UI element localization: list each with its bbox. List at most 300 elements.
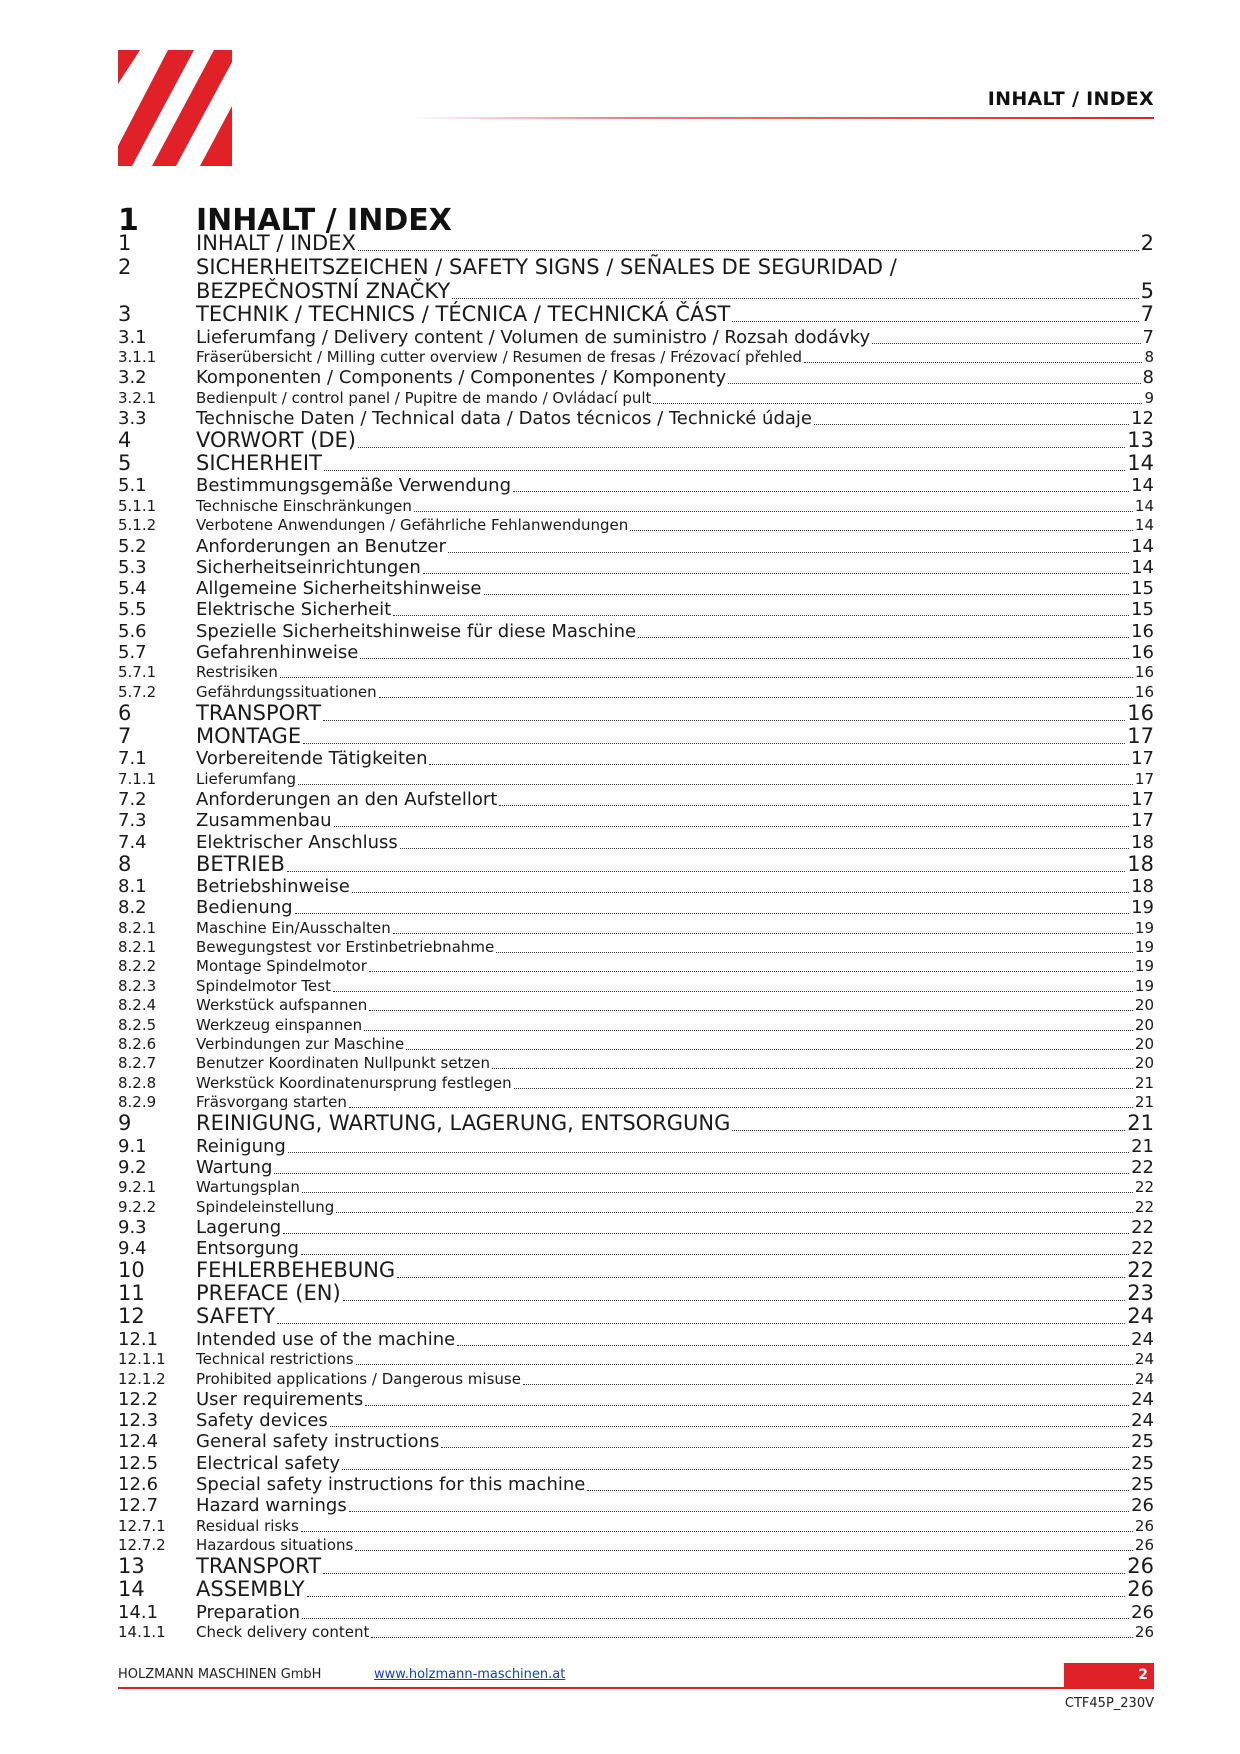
toc-entry-page: 8	[1142, 367, 1154, 389]
toc-entry-title: TRANSPORT	[196, 1554, 322, 1579]
toc-entry[interactable]	[118, 876, 1154, 897]
toc-entry[interactable]	[118, 1452, 1154, 1473]
toc-entry-number: 7.3	[118, 810, 147, 832]
toc-leader-dots	[728, 383, 1140, 384]
toc-entry-title: INHALT / INDEX	[196, 231, 356, 256]
toc-entry[interactable]	[118, 1536, 1154, 1555]
toc-entry[interactable]	[118, 1369, 1154, 1388]
toc-entry[interactable]	[118, 996, 1154, 1015]
toc-entry[interactable]	[118, 557, 1154, 578]
toc-entry-page: 16	[1131, 620, 1154, 642]
toc-leader-dots	[587, 1490, 1129, 1491]
toc-entry-page: 20	[1134, 996, 1154, 1015]
toc-entry-title: Spindeleinstellung	[196, 1197, 335, 1216]
toc-entry-number: 5.6	[118, 620, 147, 642]
toc-entry-title: Intended use of the machine	[196, 1328, 456, 1350]
toc-entry-page: 24	[1131, 1328, 1154, 1350]
toc-entry-title: Verbindungen zur Maschine	[196, 1034, 405, 1053]
toc-entry-title: Werkstück Koordinatenursprung festlegen	[196, 1073, 512, 1092]
toc-entry[interactable]	[118, 1350, 1154, 1369]
toc-entry-number: 8.2.1	[118, 918, 157, 937]
toc-leader-dots	[732, 321, 1138, 322]
toc-entry[interactable]	[118, 578, 1154, 599]
toc-entry[interactable]	[118, 1389, 1154, 1410]
toc-entry[interactable]	[118, 725, 1154, 748]
toc-entry-page: 21	[1134, 1093, 1154, 1112]
toc-entry-continuation[interactable]	[118, 280, 1154, 303]
toc-leader-dots	[358, 250, 1139, 251]
toc-entry-title: Elektrischer Anschluss	[196, 831, 398, 853]
toc-entry[interactable]	[118, 853, 1154, 876]
toc-leader-dots	[814, 424, 1129, 425]
toc-entry-number: 8.2.2	[118, 957, 157, 976]
toc-entry[interactable]	[118, 1623, 1154, 1642]
toc-entry-title: Maschine Ein/Ausschalten	[196, 918, 391, 937]
toc-entry-number: 9	[118, 1111, 132, 1136]
toc-entry-page: 22	[1131, 1216, 1154, 1238]
toc-entry-number: 12.1	[118, 1328, 159, 1350]
toc-entry-page: 23	[1127, 1281, 1154, 1306]
toc-entry-page: 14	[1134, 516, 1154, 535]
toc-leader-dots	[303, 743, 1125, 744]
toc-entry-title: Safety devices	[196, 1410, 328, 1432]
toc-entry-title: ASSEMBLY	[196, 1577, 305, 1602]
toc-entry-number: 12	[118, 1304, 145, 1329]
toc-entry[interactable]	[118, 1135, 1154, 1156]
toc-entry-number: 3.2.1	[118, 388, 157, 407]
toc-leader-dots	[414, 511, 1133, 512]
toc-leader-dots	[334, 826, 1130, 827]
toc-leader-dots	[283, 1233, 1129, 1234]
toc-leader-dots	[360, 658, 1129, 659]
toc-entry-number: 8.2.8	[118, 1073, 157, 1092]
header-title: INHALT / INDEX	[987, 88, 1154, 110]
toc-leader-dots	[872, 343, 1140, 344]
toc-entry-number: 14	[118, 1577, 145, 1602]
toc-entry-page: 17	[1131, 788, 1154, 810]
header-rule	[410, 117, 1154, 119]
toc-entry-page: 14	[1131, 475, 1154, 497]
toc-entry-number: 14.1	[118, 1601, 159, 1623]
toc-entry-number: 7.1.1	[118, 769, 157, 788]
toc-entry-number: 8.2.3	[118, 976, 157, 995]
toc-entry-number: 12.4	[118, 1431, 159, 1453]
toc-entry-number: 5.3	[118, 556, 147, 578]
toc-entry[interactable]	[118, 1431, 1154, 1452]
toc-entry[interactable]	[118, 388, 1154, 407]
toc-entry[interactable]	[118, 1410, 1154, 1431]
toc-entry[interactable]	[118, 682, 1154, 701]
holzmann-logo	[118, 50, 232, 166]
toc-leader-dots	[499, 805, 1129, 806]
toc-entry-title: REINIGUNG, WARTUNG, LAGERUNG, ENTSORGUNG	[196, 1111, 731, 1136]
toc-entry[interactable]	[118, 516, 1154, 535]
toc-entry[interactable]	[118, 326, 1154, 347]
toc-leader-dots	[358, 447, 1125, 448]
toc-entry[interactable]	[118, 620, 1154, 641]
toc-entry-title: Hazardous situations	[196, 1536, 354, 1555]
toc-entry-title: Benutzer Koordinaten Nullpunkt setzen	[196, 1054, 491, 1073]
toc-entry-title: Vorbereitende Tätigkeiten	[196, 748, 428, 770]
toc-leader-dots	[429, 764, 1129, 765]
toc-entry-title: Gefahrenhinweise	[196, 642, 359, 663]
toc-leader-dots	[496, 952, 1133, 953]
toc-leader-dots	[301, 1531, 1133, 1532]
toc-entry[interactable]	[118, 1054, 1154, 1073]
toc-entry-title: Werkstück aufspannen	[196, 996, 368, 1015]
toc-leader-dots	[302, 1618, 1129, 1619]
toc-leader-dots	[452, 298, 1138, 299]
toc-entry-page: 26	[1134, 1516, 1154, 1535]
toc-entry-title: Technische Einschränkungen	[196, 496, 412, 515]
toc-entry-number: 9.1	[118, 1135, 147, 1157]
toc-entry-number: 12.7	[118, 1495, 159, 1517]
toc-entry-title: TRANSPORT	[196, 700, 322, 725]
toc-entry-page: 24	[1131, 1410, 1154, 1432]
toc-leader-dots	[324, 470, 1125, 471]
toc-entry-number: 5.1.1	[118, 496, 157, 515]
toc-leader-dots	[287, 871, 1125, 872]
toc-entry-page: 19	[1134, 976, 1154, 995]
toc-entry-number: 6	[118, 700, 132, 725]
toc-leader-dots	[369, 1010, 1133, 1011]
toc-entry[interactable]	[118, 748, 1154, 769]
toc-entry-number: 4	[118, 428, 132, 453]
toc-leader-dots	[355, 1550, 1133, 1551]
toc-entry[interactable]	[118, 1516, 1154, 1535]
toc-entry-number: 5	[118, 451, 132, 476]
toc-entry-number: 5.1.2	[118, 516, 157, 535]
toc-leader-dots	[406, 1049, 1133, 1050]
toc-entry-title: FEHLERBEHEBUNG	[196, 1258, 396, 1283]
toc-entry-title: Bedienung	[196, 897, 293, 919]
toc-entry-number: 7.1	[118, 748, 147, 770]
toc-entry[interactable]	[118, 1112, 1154, 1135]
footer-company: HOLZMANN MASCHINEN GmbH	[118, 1667, 322, 1682]
toc-entry-page: 22	[1134, 1178, 1154, 1197]
toc-entry-page: 22	[1134, 1197, 1154, 1216]
toc-entry-number: 7.4	[118, 831, 147, 853]
page-title-text: INHALT / INDEX	[196, 203, 452, 238]
toc-leader-dots	[349, 1107, 1133, 1108]
toc-entry-number: 3.1	[118, 326, 147, 348]
toc-entry-title: TECHNIK / TECHNICS / TÉCNICA / TECHNICKÁ ČÁST	[196, 302, 731, 327]
toc-entry-title: Sicherheitseinrichtungen	[196, 556, 421, 578]
toc-entry-number: 9.4	[118, 1238, 147, 1260]
toc-entry[interactable]	[118, 642, 1154, 663]
footer-rule	[118, 1687, 1154, 1689]
toc-entry-page: 19	[1131, 897, 1154, 919]
toc-entry-page: 12	[1131, 407, 1154, 429]
toc-entry[interactable]	[118, 810, 1154, 831]
toc-entry[interactable]	[118, 1495, 1154, 1516]
toc-entry-title: Allgemeine Sicherheitshinweise	[196, 578, 482, 600]
toc-entry[interactable]	[118, 769, 1154, 788]
toc-entry-page: 21	[1131, 1135, 1154, 1157]
toc-entry-title: Anforderungen an den Aufstellort	[196, 788, 498, 810]
toc-entry-number: 8.2.7	[118, 1054, 157, 1073]
toc-entry[interactable]	[118, 1015, 1154, 1034]
toc-entry-number: 8.2.4	[118, 996, 157, 1015]
footer-website-link[interactable]: www.holzmann-maschinen.at	[374, 1667, 566, 1682]
toc-entry[interactable]	[118, 1555, 1154, 1578]
toc-entry-page: 26	[1134, 1623, 1154, 1641]
toc-entry-number: 12.5	[118, 1452, 159, 1474]
toc-entry[interactable]	[118, 452, 1154, 475]
toc-leader-dots	[484, 594, 1130, 595]
toc-entry-page: 24	[1127, 1304, 1154, 1329]
toc-entry-number: 8.2.6	[118, 1034, 157, 1053]
toc-entry[interactable]	[118, 976, 1154, 995]
toc-entry-page: 26	[1131, 1495, 1154, 1517]
toc-entry-title: Fräserübersicht / Milling cutter overview / Resumen de fresas / Frézovací přehled	[196, 347, 803, 366]
toc-entry-number: 12.1.2	[118, 1369, 166, 1388]
toc-entry-title: Preparation	[196, 1601, 300, 1623]
toc-entry[interactable]	[118, 663, 1154, 682]
toc-entry-number: 12.2	[118, 1388, 159, 1410]
toc-entry-page: 24	[1131, 1388, 1154, 1410]
toc-entry-page: 15	[1131, 599, 1154, 621]
toc-entry-page: 17	[1134, 769, 1154, 788]
toc-entry[interactable]	[118, 1259, 1154, 1282]
toc-entry-title: Entsorgung	[196, 1238, 299, 1260]
toc-entry-title-continued: BEZPEČNOSTNÍ ZNAČKY	[196, 279, 451, 304]
toc-entry-number: 9.2.1	[118, 1178, 157, 1197]
toc-entry[interactable]	[118, 1035, 1154, 1054]
toc-entry-number: 5.7.2	[118, 682, 157, 701]
toc-leader-dots	[732, 1130, 1125, 1131]
toc-entry-page: 20	[1134, 1054, 1154, 1073]
toc-entry-number: 8.2.5	[118, 1015, 157, 1034]
toc-entry-number: 8.1	[118, 875, 147, 897]
toc-leader-dots	[514, 1088, 1133, 1089]
toc-entry-title: Komponenten / Components / Componentes / Komponenty	[196, 367, 727, 389]
toc-leader-dots	[653, 403, 1142, 404]
toc-entry-title: General safety instructions	[196, 1431, 440, 1453]
toc-entry-page: 13	[1127, 428, 1154, 453]
toc-entry-page: 20	[1134, 1015, 1154, 1034]
toc-entry-number: 12.3	[118, 1410, 159, 1432]
toc-leader-dots	[302, 1192, 1133, 1193]
toc-entry-title: Electrical safety	[196, 1452, 340, 1474]
toc-leader-dots	[448, 552, 1129, 553]
toc-leader-dots	[280, 677, 1133, 678]
toc-entry[interactable]	[118, 1073, 1154, 1092]
toc-entry-title: Bedienpult / control panel / Pupitre de mando / Ovládací pult	[196, 388, 652, 407]
toc-entry[interactable]	[118, 429, 1154, 452]
toc-entry[interactable]	[118, 1197, 1154, 1216]
toc-entry-number: 12.7.1	[118, 1516, 166, 1535]
toc-entry-title: Gefährdungssituationen	[196, 682, 377, 701]
toc-entry[interactable]	[118, 1601, 1154, 1622]
toc-entry-title: Lieferumfang	[196, 769, 297, 788]
toc-entry-page: 14	[1131, 556, 1154, 578]
toc-entry-page: 18	[1131, 875, 1154, 897]
toc-entry-page: 7	[1140, 302, 1154, 327]
toc-entry[interactable]	[118, 303, 1154, 326]
toc-entry-title: BETRIEB	[196, 851, 285, 876]
toc-entry-page: 15	[1131, 578, 1154, 600]
toc-entry-page: 7	[1142, 326, 1154, 348]
toc-entry[interactable]	[118, 408, 1154, 429]
toc-entry[interactable]	[118, 535, 1154, 556]
toc-entry-page: 19	[1134, 957, 1154, 976]
toc-entry-title: Technische Daten / Technical data / Datos técnicos / Technické údaje	[196, 407, 812, 429]
toc-entry-page: 17	[1131, 748, 1154, 770]
toc-leader-dots	[371, 1637, 1133, 1638]
toc-entry-title: Check delivery content	[196, 1623, 370, 1641]
toc-entry-title: Spezielle Sicherheitshinweise für diese Maschine	[196, 620, 637, 642]
toc-entry-title: Elektrische Sicherheit	[196, 599, 392, 621]
toc-entry-page: 24	[1134, 1369, 1154, 1388]
toc-entry-number: 12.6	[118, 1474, 159, 1496]
toc-leader-dots	[342, 1469, 1129, 1470]
toc-entry-page: 17	[1127, 723, 1154, 748]
toc-leader-dots	[295, 913, 1130, 914]
toc-entry[interactable]	[118, 897, 1154, 918]
toc-entry-page: 17	[1131, 810, 1154, 832]
toc-entry-page: 18	[1127, 851, 1154, 876]
toc-entry[interactable]	[118, 475, 1154, 496]
toc-entry-page: 8	[1144, 347, 1154, 366]
toc-entry[interactable]	[118, 1217, 1154, 1238]
toc-entry-number: 1	[118, 231, 132, 256]
toc-entry-page: 22	[1127, 1258, 1154, 1283]
toc-leader-dots	[379, 697, 1133, 698]
toc-entry-page: 24	[1134, 1350, 1154, 1369]
toc-leader-dots	[492, 1068, 1133, 1069]
toc-entry-page: 21	[1134, 1073, 1154, 1092]
toc-entry[interactable]	[118, 789, 1154, 810]
toc-leader-dots	[523, 1384, 1133, 1385]
toc-entry[interactable]	[118, 1178, 1154, 1197]
toc-entry-number: 5.5	[118, 599, 147, 621]
toc-entry[interactable]	[118, 957, 1154, 976]
toc-entry-title: Montage Spindelmotor	[196, 957, 367, 976]
toc-entry-page: 26	[1127, 1577, 1154, 1602]
toc-entry-page: 25	[1131, 1474, 1154, 1496]
toc-leader-dots	[364, 1030, 1133, 1031]
toc-entry-title: VORWORT (DE)	[196, 428, 356, 453]
toc-entry-number: 10	[118, 1258, 145, 1283]
toc-entry-page: 5	[1140, 279, 1154, 304]
toc-entry[interactable]	[118, 702, 1154, 725]
toc-entry-number: 5.7	[118, 642, 147, 663]
toc-entry-page: 25	[1131, 1452, 1154, 1474]
toc-leader-dots	[343, 1300, 1126, 1301]
toc-entry-number: 8.2.1	[118, 938, 157, 957]
toc-entry[interactable]	[118, 1238, 1154, 1259]
toc-leader-dots	[513, 491, 1129, 492]
toc-entry[interactable]	[118, 496, 1154, 515]
toc-entry-number: 13	[118, 1554, 145, 1579]
toc-entry-number: 8	[118, 851, 132, 876]
toc-entry-number: 9.2	[118, 1156, 147, 1178]
toc-entry-page: 16	[1131, 642, 1154, 663]
toc-entry-page: 19	[1134, 918, 1154, 937]
toc-entry[interactable]	[118, 831, 1154, 852]
toc-entry-number: 9.2.2	[118, 1197, 157, 1216]
toc-leader-dots	[393, 615, 1129, 616]
toc-leader-dots	[277, 1323, 1125, 1324]
toc-leader-dots	[298, 784, 1133, 785]
toc-entry-title: Technical restrictions	[196, 1350, 354, 1369]
toc-entry-title: User requirements	[196, 1388, 364, 1410]
toc-entry[interactable]	[118, 255, 1154, 280]
toc-leader-dots	[349, 1511, 1129, 1512]
toc-leader-dots	[352, 892, 1129, 893]
toc-entry[interactable]	[118, 938, 1154, 957]
toc-entry-title: Hazard warnings	[196, 1495, 347, 1517]
toc-leader-dots	[638, 637, 1129, 638]
toc-entry[interactable]	[118, 918, 1154, 937]
toc-entry-title: Spindelmotor Test	[196, 976, 331, 995]
toc-entry-number: 5.2	[118, 535, 147, 557]
table-of-contents	[118, 232, 1154, 1642]
toc-entry[interactable]	[118, 348, 1154, 367]
toc-leader-dots	[441, 1447, 1129, 1448]
toc-leader-dots	[400, 848, 1129, 849]
page-title-number: 1	[118, 203, 139, 238]
toc-leader-dots	[397, 1277, 1125, 1278]
toc-entry[interactable]	[118, 1474, 1154, 1495]
toc-entry-title: SICHERHEITSZEICHEN / SAFETY SIGNS / SEÑALES DE SEGURIDAD /	[196, 255, 897, 280]
toc-entry-number: 5.1	[118, 475, 147, 497]
toc-entry-title: Residual risks	[196, 1516, 299, 1535]
toc-entry-number: 9.3	[118, 1216, 147, 1238]
toc-entry[interactable]	[118, 1093, 1154, 1112]
toc-entry-page: 14	[1131, 535, 1154, 557]
toc-entry-title: PREFACE (EN)	[196, 1281, 341, 1306]
toc-entry-number: 8.2.9	[118, 1093, 157, 1112]
toc-entry-number: 14.1.1	[118, 1623, 166, 1641]
toc-entry-page: 19	[1134, 938, 1154, 957]
toc-entry-title: Restrisiken	[196, 663, 278, 682]
toc-entry-page: 21	[1127, 1111, 1154, 1136]
toc-entry-title: Werkzeug einspannen	[196, 1015, 363, 1034]
toc-entry-number: 12.7.2	[118, 1536, 166, 1555]
toc-entry-number: 3	[118, 302, 132, 327]
toc-leader-dots	[301, 1254, 1129, 1255]
toc-entry[interactable]	[118, 1305, 1154, 1328]
toc-entry-page: 16	[1127, 700, 1154, 725]
toc-entry-page: 2	[1140, 231, 1154, 256]
toc-entry[interactable]	[118, 1282, 1154, 1305]
footer-model-code: CTF45P_230V	[1064, 1696, 1154, 1711]
toc-leader-dots	[804, 362, 1142, 363]
toc-entry-page: 22	[1131, 1238, 1154, 1260]
toc-entry-page: 22	[1131, 1156, 1154, 1178]
toc-entry-title: Reinigung	[196, 1135, 286, 1157]
toc-entry[interactable]	[118, 1157, 1154, 1178]
toc-entry-title: Anforderungen an Benutzer	[196, 535, 446, 557]
toc-entry-number: 5.4	[118, 578, 147, 600]
toc-entry[interactable]	[118, 599, 1154, 620]
toc-entry-title: Bestimmungsgemäße Verwendung	[196, 475, 512, 497]
toc-entry[interactable]	[118, 232, 1154, 255]
toc-leader-dots	[323, 720, 1125, 721]
toc-entry-title: MONTAGE	[196, 723, 302, 748]
toc-leader-dots	[365, 1405, 1129, 1406]
toc-leader-dots	[330, 1426, 1129, 1427]
toc-entry-number: 7.2	[118, 788, 147, 810]
toc-leader-dots	[274, 1173, 1129, 1174]
toc-entry[interactable]	[118, 1328, 1154, 1349]
toc-entry-title: Betriebshinweise	[196, 875, 350, 897]
toc-leader-dots	[288, 1152, 1129, 1153]
toc-entry[interactable]	[118, 367, 1154, 388]
toc-entry[interactable]	[118, 1578, 1154, 1601]
